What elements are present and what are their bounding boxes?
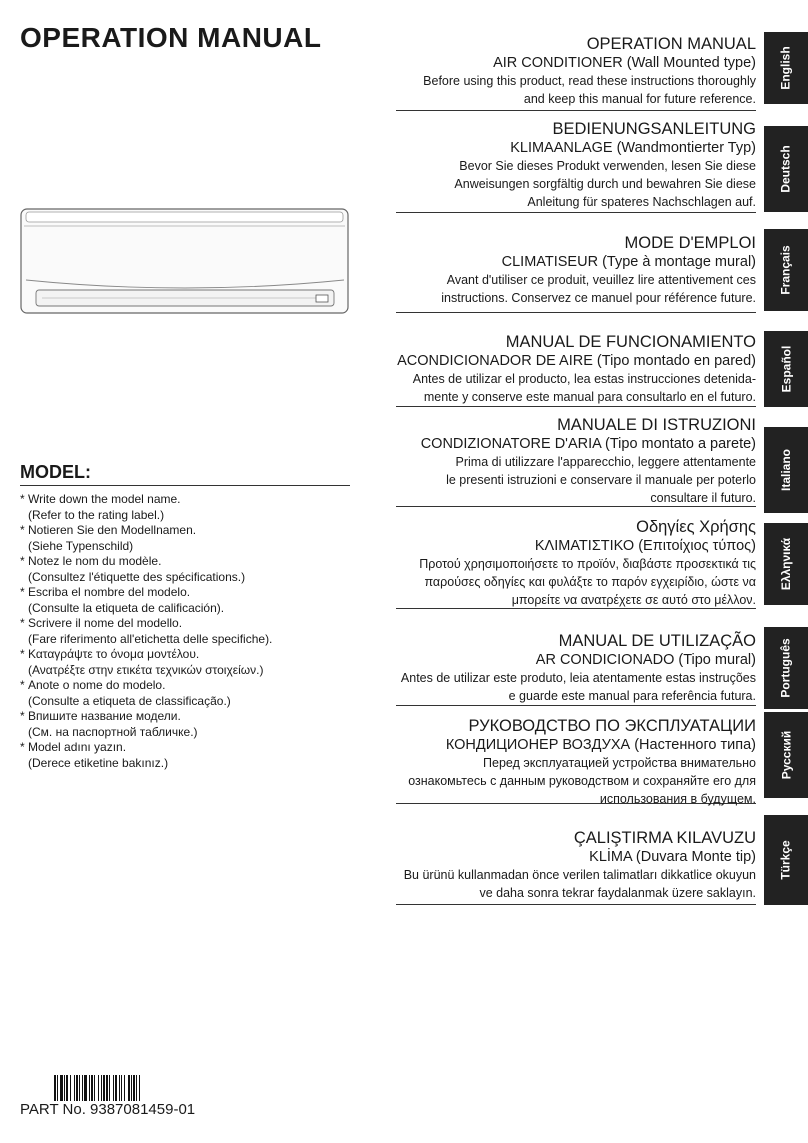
bullet-star bbox=[20, 539, 28, 555]
model-instruction-text: Notieren Sie den Modellnamen. bbox=[28, 523, 197, 537]
language-section bbox=[396, 632, 756, 706]
model-instruction-line bbox=[20, 663, 350, 679]
section-title: MANUAL DE FUNCIONAMIENTO bbox=[505, 333, 756, 351]
language-tab-label: Türkçe bbox=[778, 840, 793, 880]
model-instruction-text: (Fare riferimento all'etichetta delle specifiche). bbox=[28, 631, 273, 646]
section-subtitle: CLIMATISEUR (Type à montage mural) bbox=[501, 254, 756, 270]
bullet-star: * bbox=[20, 554, 25, 568]
section-subtitle: AIR CONDITIONER (Wall Mounted type) bbox=[493, 55, 756, 71]
language-tab-label: Italiano bbox=[778, 448, 793, 492]
model-instruction-text: (Consulte la etiqueta de calificación). bbox=[28, 600, 225, 615]
section-description-line: Avant d'utiliser ce produit, veuillez lire attentivement ces bbox=[446, 273, 756, 287]
language-section bbox=[396, 518, 756, 609]
model-instruction-text: Model adını yazın. bbox=[28, 740, 127, 754]
section-description-line: mente y conserve este manual para consultarlo en el futuro. bbox=[423, 390, 756, 404]
model-instruction-line bbox=[20, 492, 350, 508]
bullet-star bbox=[20, 725, 28, 741]
language-section bbox=[396, 416, 756, 507]
model-instruction-text: (Siehe Typenschild) bbox=[28, 538, 134, 553]
language-tab-label: Español bbox=[779, 345, 793, 393]
section-description-line: Antes de utilizar el producto, lea estas instrucciones detenida- bbox=[412, 372, 756, 386]
section-subtitle: KLİMA (Duvara Monte tip) bbox=[589, 849, 756, 865]
section-subtitle: КОНДИЦИОНЕР ВОЗДУХА (Настенного типа) bbox=[445, 737, 756, 753]
barcode-icon bbox=[52, 1075, 192, 1101]
language-tab-label: Ελληνικά bbox=[779, 537, 794, 591]
model-instruction-line bbox=[20, 632, 350, 648]
model-instruction-line bbox=[20, 678, 350, 694]
section-subtitle: CONDIZIONATORE D'ARIA (Tipo montato a parete) bbox=[420, 436, 756, 452]
section-description-line: Anweisungen sorgfältig durch und bewahren Sie diese bbox=[454, 177, 756, 191]
language-section bbox=[396, 35, 756, 111]
section-title: BEDIENUNGSANLEITUNG bbox=[552, 120, 756, 138]
bullet-star bbox=[20, 570, 28, 586]
bullet-star: * bbox=[20, 647, 25, 661]
language-tab-label: Français bbox=[779, 245, 794, 295]
language-tab bbox=[764, 712, 808, 798]
model-instruction-line bbox=[20, 756, 350, 772]
section-description-line: instructions. Conservez ce manuel pour référence future. bbox=[441, 291, 756, 305]
section-subtitle: ACONDICIONADOR DE AIRE (Tipo montado en pared) bbox=[397, 353, 756, 369]
section-description-line: παρούσες οδηγίες και φυλάξτε το παρόν εγχειρίδιο, ώστε να bbox=[424, 575, 756, 589]
language-tab bbox=[764, 523, 808, 605]
model-instruction-text: Notez le nom du modèle. bbox=[28, 554, 162, 568]
section-subtitle: AR CONDICIONADO (Tipo mural) bbox=[535, 652, 756, 668]
model-instruction-text: Καταγράψτε το όνομα μοντέλου. bbox=[28, 647, 200, 661]
section-title: РУКОВОДСТВО ПО ЭКСПЛУАТАЦИИ bbox=[468, 717, 756, 735]
language-section bbox=[396, 717, 756, 804]
section-title: Οδηγίες Χρήσης bbox=[636, 518, 756, 536]
model-instruction-text: Anote o nome do modelo. bbox=[28, 678, 166, 692]
language-tab-label: English bbox=[779, 46, 793, 90]
bullet-star bbox=[20, 663, 28, 679]
language-tab-label: Русский bbox=[779, 730, 793, 780]
language-tab bbox=[764, 126, 808, 212]
model-instruction-line bbox=[20, 616, 350, 632]
section-description-line: e guarde este manual para referência futura. bbox=[508, 689, 756, 703]
section-description-line: and keep this manual for future reference. bbox=[523, 92, 756, 106]
model-instruction-text: (Derece etiketine bakınız.) bbox=[28, 755, 169, 770]
language-tab bbox=[764, 331, 808, 407]
model-instruction-line bbox=[20, 554, 350, 570]
section-title: MODE D'EMPLOI bbox=[624, 234, 756, 252]
section-title: OPERATION MANUAL bbox=[586, 35, 756, 53]
section-description-line: Prima di utilizzare l'apparecchio, leggere attentamente bbox=[455, 455, 756, 469]
bullet-star bbox=[20, 508, 28, 524]
air-conditioner-illustration bbox=[20, 208, 350, 316]
section-description-line: μπορείτε να ανατρέχετε σε αυτό στο μέλλον. bbox=[511, 593, 756, 607]
section-description-line: Перед эксплуатацией устройства внимательно bbox=[483, 756, 756, 770]
section-title: ÇALIŞTIRMA KILAVUZU bbox=[573, 829, 756, 847]
language-tab bbox=[764, 229, 808, 311]
model-instruction-line bbox=[20, 539, 350, 555]
model-instruction-line bbox=[20, 508, 350, 524]
model-instruction-line bbox=[20, 647, 350, 663]
language-tab bbox=[764, 32, 808, 104]
language-tab-label: Deutsch bbox=[779, 145, 793, 193]
model-instruction-text: (Consulte a etiqueta de classificação.) bbox=[28, 693, 231, 708]
bullet-star: * bbox=[20, 492, 25, 506]
section-title: MANUAL DE UTILIZAÇÃO bbox=[558, 632, 756, 650]
section-description-line: consultare il futuro. bbox=[650, 491, 756, 505]
model-instruction-text: Write down the model name. bbox=[28, 492, 181, 506]
model-instruction-text: Scrivere il nome del modello. bbox=[28, 616, 183, 630]
model-instruction-line bbox=[20, 709, 350, 725]
language-section bbox=[396, 829, 756, 905]
model-instruction-line bbox=[20, 585, 350, 601]
language-tab bbox=[764, 427, 808, 513]
model-instruction-text: (Consultez l'étiquette des spécifications.) bbox=[28, 569, 246, 584]
section-description-line: Before using this product, read these instructions thoroughly bbox=[423, 74, 756, 88]
model-instruction-line bbox=[20, 523, 350, 539]
section-subtitle: KLIMAANLAGE (Wandmontierter Typ) bbox=[510, 140, 756, 156]
model-heading: MODEL: bbox=[20, 462, 350, 486]
model-instruction-line bbox=[20, 725, 350, 741]
section-description-line: le presenti istruzioni e conservare il manuale per poterlo bbox=[446, 473, 756, 487]
model-instruction-line bbox=[20, 694, 350, 710]
bullet-star bbox=[20, 632, 28, 648]
section-description-line: ознакомьтесь с данным руководством и сохраняйте его для bbox=[408, 774, 756, 788]
language-tab bbox=[764, 815, 808, 905]
model-instruction-line bbox=[20, 601, 350, 617]
section-description-line: ve daha sonra tekrar faydalanmak üzere saklayın. bbox=[479, 886, 756, 900]
language-tab-label: Português bbox=[779, 638, 793, 698]
part-number: PART No. 9387081459-01 bbox=[20, 1101, 196, 1118]
model-instruction-text: (Refer to the rating label.) bbox=[28, 507, 165, 522]
bullet-star bbox=[20, 601, 28, 617]
language-section bbox=[396, 333, 756, 407]
model-instruction-text: (Ανατρέξτε στην ετικέτα τεχνικών στοιχείων.) bbox=[28, 662, 264, 677]
model-instruction-text: Escriba el nombre del modelo. bbox=[28, 585, 191, 599]
language-tab bbox=[764, 627, 808, 709]
model-instruction-text: Впишите название модели. bbox=[28, 709, 181, 723]
section-description-line: Bu ürünü kullanmadan önce verilen talimatları dikkatlice okuyun bbox=[403, 868, 756, 882]
bullet-star: * bbox=[20, 523, 25, 537]
main-title: OPERATION MANUAL bbox=[20, 22, 322, 53]
bullet-star bbox=[20, 694, 28, 710]
bullet-star: * bbox=[20, 678, 25, 692]
bullet-star: * bbox=[20, 709, 25, 723]
bullet-star: * bbox=[20, 740, 25, 754]
bullet-star: * bbox=[20, 585, 25, 599]
model-instruction-line bbox=[20, 570, 350, 586]
section-description-line: Bevor Sie dieses Produkt verwenden, lesen Sie diese bbox=[459, 159, 756, 173]
model-instructions-list bbox=[20, 492, 350, 771]
language-section bbox=[396, 234, 756, 313]
section-description-line: Anleitung für spateres Nachschlagen auf. bbox=[527, 195, 756, 209]
section-description-line: Προτού χρησιμοποιήσετε το προϊόν, διαβάστε προσεκτικά τις bbox=[419, 557, 756, 571]
bullet-star bbox=[20, 756, 28, 772]
section-title: MANUALE DI ISTRUZIONI bbox=[557, 416, 756, 434]
model-instruction-line bbox=[20, 740, 350, 756]
section-subtitle: ΚΛΙΜΑΤΙΣΤΙΚΟ (Επιτοίχιος τύπος) bbox=[534, 538, 756, 554]
section-description-line: Antes de utilizar este produto, leia atentamente estas instruções bbox=[400, 671, 756, 685]
bullet-star: * bbox=[20, 616, 25, 630]
language-section bbox=[396, 120, 756, 213]
section-description-line: использования в будущем. bbox=[599, 792, 756, 806]
model-instruction-text: (См. на паспортной табличке.) bbox=[28, 724, 198, 739]
